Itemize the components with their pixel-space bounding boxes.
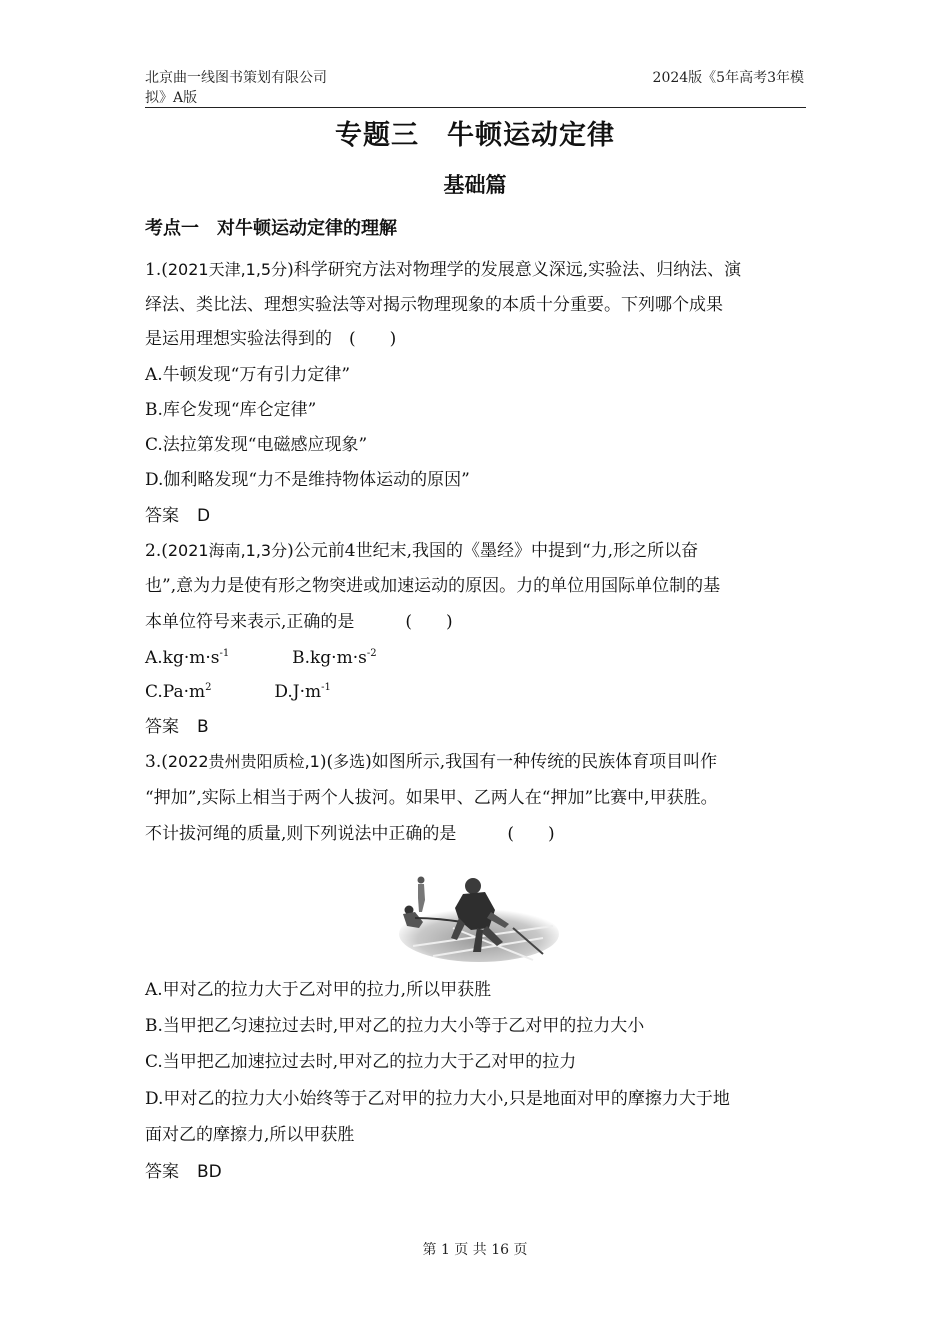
q1-answer: [145, 504, 210, 528]
q3-answer-value: BD: [197, 1162, 222, 1182]
q2-text1: )公元前4世纪末,我国的《墨经》中提到“力,形之所以奋: [287, 541, 699, 561]
q2-answer: [145, 715, 209, 739]
q1-option-c: C.法拉第发现“电磁感应现象”: [145, 435, 368, 455]
q3-option-d: D.甲对乙的拉力大小始终等于乙对甲的拉力大小,只是地面对甲的摩擦力大于地: [145, 1089, 730, 1109]
q1-line1: [145, 258, 741, 282]
q3-answer-label: 答案: [145, 1162, 179, 1182]
q3-tag: 多选: [333, 752, 366, 771]
q2-source: 2021海南,1,3分: [167, 541, 288, 560]
q2-answer-label: 答案: [145, 717, 179, 737]
q1-text1: )科学研究方法对物理学的发展意义深远,实验法、归纳法、演: [287, 260, 742, 280]
q3-option-d-cont: 面对乙的摩擦力,所以甲获胜: [145, 1125, 355, 1145]
q2-options-ab: [145, 646, 377, 670]
q3-line1: [145, 750, 717, 774]
q3-text1: )如图所示,我国有一种传统的民族体育项目叫作: [365, 752, 718, 772]
q2-answer-value: B: [197, 717, 209, 737]
q3-mid: )(: [319, 752, 334, 772]
q3-line2: “押加”,实际上相当于两个人拔河。如果甲、乙两人在“押加”比赛中,甲获胜。: [145, 788, 718, 808]
q3-option-a: A.甲对乙的拉力大于乙对甲的拉力,所以甲获胜: [145, 980, 492, 1000]
q1-option-a: A.牛顿发现“万有引力定律”: [145, 365, 351, 385]
q2-option-c: $C.Pa\cdot m^2$: [145, 682, 212, 702]
header-publisher-text: 北京曲一线图书策划有限公司: [145, 70, 327, 86]
q2-line1: [145, 539, 698, 563]
q1-line2: 绎法、类比法、理想实验法等对揭示物理现象的本质十分重要。下列哪个成果: [145, 295, 723, 315]
page-subtitle: 基础篇: [443, 173, 507, 197]
q2-num: 2.(: [145, 541, 168, 561]
q3-line3: 不计拔河绳的质量,则下列说法中正确的是 ( ): [145, 824, 555, 844]
q1-answer-label: 答案: [145, 506, 179, 526]
page-title: 专题三 牛顿运动定律: [335, 120, 615, 151]
q3-option-c: C.当甲把乙加速拉过去时,甲对乙的拉力大于乙对甲的拉力: [145, 1052, 577, 1072]
q2-option-b: $B.kg\cdot m\cdot s^{-2}$: [292, 648, 377, 668]
q2-line3: 本单位符号来表示,正确的是 ( ): [145, 612, 453, 632]
q1-source: 2021天津,1,5分: [167, 260, 288, 279]
q2-options-cd: [145, 680, 331, 704]
q2-line2: 也”,意为力是使有形之物突进或加速运动的原因。力的单位用国际单位制的基: [145, 576, 721, 596]
header-edition-cont: 拟》A版: [145, 90, 198, 106]
page-footer: 第 1 页 共 16 页: [422, 1242, 528, 1258]
header-divider: [145, 107, 806, 108]
q2-option-a: $A.kg\cdot m\cdot s^{-1}$: [145, 648, 230, 668]
q1-num: 1.(: [145, 260, 168, 280]
section-heading: 考点一 对牛顿运动定律的理解: [145, 218, 397, 239]
q1-line3: 是运用理想实验法得到的 ( ): [145, 329, 397, 349]
header-publisher: [145, 68, 385, 108]
q2-option-d: $D.J\cdot m^{-1}$: [274, 682, 331, 702]
q3-option-b: B.当甲把乙匀速拉过去时,甲对乙的拉力大小等于乙对甲的拉力大小: [145, 1016, 645, 1036]
q3-answer: [145, 1160, 222, 1184]
q3-source: 2022贵州贵阳质检,1: [167, 752, 320, 771]
q1-option-b: B.库仑发现“库仑定律”: [145, 400, 317, 420]
tug-of-war-figure: [393, 868, 559, 964]
header-edition: 2024版《5年高考3年模: [652, 70, 804, 86]
q1-option-d: D.伽利略发现“力不是维持物体运动的原因”: [145, 470, 470, 490]
q1-answer-value: D: [197, 506, 211, 526]
q3-num: 3.(: [145, 752, 168, 772]
